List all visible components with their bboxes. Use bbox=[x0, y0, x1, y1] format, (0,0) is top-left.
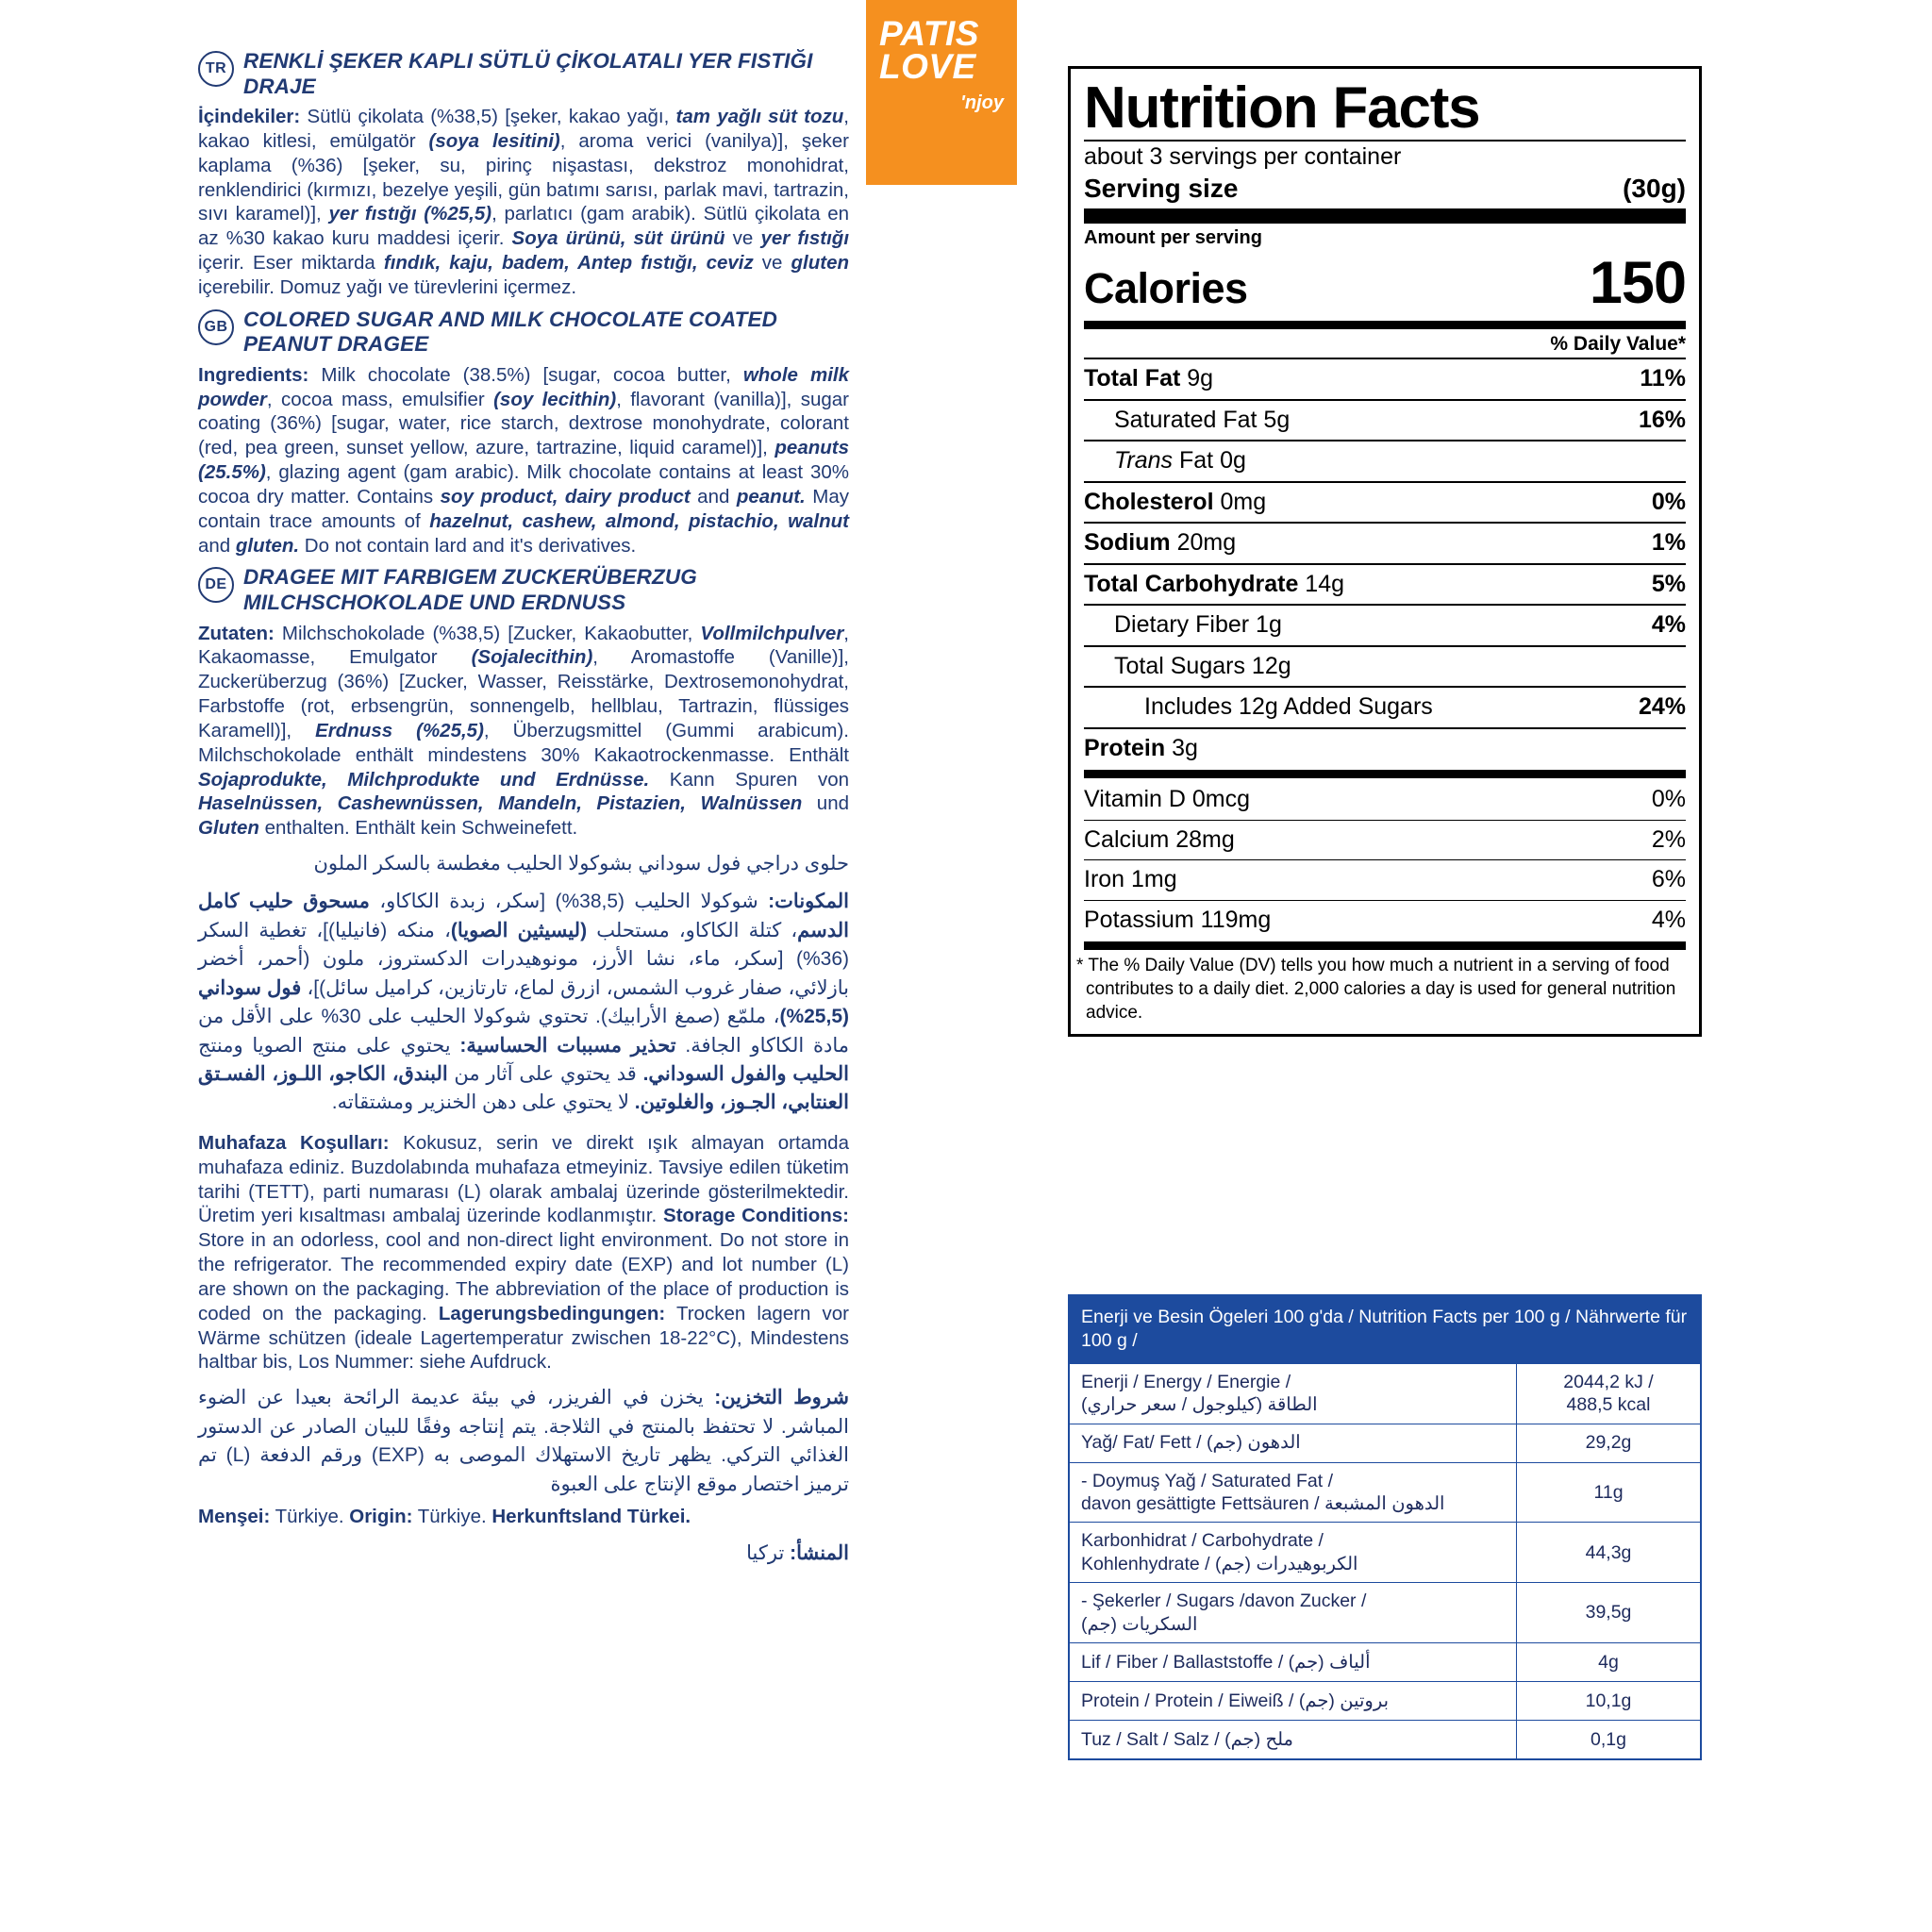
nutrient-name: Total Fat 9g bbox=[1084, 365, 1214, 392]
nutrient-rows bbox=[1084, 361, 1686, 766]
daily-value-header: % Daily Value* bbox=[1550, 333, 1686, 356]
vitamin-row bbox=[1084, 903, 1686, 939]
table-row bbox=[1070, 1462, 1700, 1523]
nutrient-name: Sodium 20mg bbox=[1084, 529, 1237, 557]
table-cell-value: 44,3g bbox=[1516, 1523, 1700, 1582]
per-100g-table-header: Enerji ve Besin Ögeleri 100 g'da / Nutrition Facts per 100 g / Nährwerte für 100 g / bbox=[1070, 1296, 1700, 1364]
nutrient-row bbox=[1084, 525, 1686, 561]
language-header-gb bbox=[198, 308, 849, 358]
per-100g-table bbox=[1068, 1294, 1702, 1760]
per-100g-table-body bbox=[1070, 1364, 1700, 1758]
nutrient-name: Includes 12g Added Sugars bbox=[1144, 693, 1433, 721]
calories-label: Calories bbox=[1084, 264, 1248, 313]
table-cell-label: Protein / Protein / Eiweiß / بروتين (جم) bbox=[1081, 1690, 1390, 1711]
nutrient-row bbox=[1084, 403, 1686, 439]
product-title-tr: RENKLİ ŞEKER KAPLI SÜTLÜ ÇİKOLATALI YER FISTIĞI DRAJE bbox=[243, 49, 813, 98]
table-cell-label: Karbonhidrat / Carbohydrate / Kohlenhydrate / الكربوهيدرات (جم) bbox=[1081, 1530, 1358, 1574]
vitamin-row bbox=[1084, 782, 1686, 818]
nutrient-row bbox=[1084, 443, 1686, 479]
language-block-ar bbox=[198, 850, 849, 1118]
ingredients-text-tr: İçindekiler: Sütlü çikolata (%38,5) [şeker, kakao yağı, tam yağlı süt tozu, kakao kitlesi, emülgatör (soya lesitini), aroma verici (vanilya)], şeker kaplama (%36) [şeker, su, pirinç nişastası, dekstroz monohidrat, renklendirici (kırmızı, bezelye yeşili, gün batımı sarısı, parlak mavi, tartrazin, sıvı karamel)], yer fıstığı (%25,5), parlatıcı (gam arabik). Sütlü çikolata en az %30 kakao kuru maddesi içerir. Soya ürünü, süt ürünü ve yer fıstığı içerir. Eser miktarda fındık, kaju, badem, Antep fıstığı, ceviz ve gluten içerebilir. Domuz yağı ve türevlerini içermez. bbox=[198, 106, 850, 298]
daily-value-footnote: * The % Daily Value (DV) tells you how much a nutrient in a serving of food contributes to a daily diet. 2,000 calories a day is used for general nutrition advice. bbox=[1076, 956, 1676, 1023]
nutrient-name: Total Sugars 12g bbox=[1114, 652, 1291, 679]
brand-logo bbox=[866, 0, 1017, 185]
nutrient-daily-value: 5% bbox=[1651, 570, 1686, 597]
language-block-de bbox=[198, 565, 849, 841]
nutrition-facts-title: Nutrition Facts bbox=[1084, 75, 1480, 141]
table-row bbox=[1070, 1522, 1700, 1582]
nutrient-name: Saturated Fat 5g bbox=[1114, 406, 1291, 433]
vitamin-daily-value: 4% bbox=[1651, 906, 1686, 933]
nutrient-daily-value: 11% bbox=[1640, 365, 1686, 392]
product-title-ar: حلوى دراجي فول سوداني بشوكولا الحليب مغطسة بالسكر الملون bbox=[313, 852, 849, 874]
flag-badge-tr-icon: TR bbox=[198, 51, 234, 87]
vitamin-name: Calcium 28mg bbox=[1084, 825, 1235, 853]
origin-text-ar: المنشأ: تركيا bbox=[746, 1541, 849, 1564]
ingredients-text-ar: المكونات: شوكولا الحليب (38,5%) [سكر، زبدة الكاكاو، مسحوق حليب كامل الدسم، كتلة الكاكاو، مستحلب (ليسيثين الصويا)، منكه (فانيليا)]، تغطية السكر (36%) [سكر، ماء، نشا الأرز، مونوهيدرات الدكستروز، ملون (أحمر، أخضر بازلائي، صفار غروب الشمس، ازرق لماع، تارتازين، كراميل سائل)]، فول سوداني (25,5%)، ملمّع (صمغ الأرابيك). تحتوي شوكولا الحليب على 30% على الأقل من مادة الكاكاو الجافة. تحذير مسببات الحساسية: يحتوي على منتج الصويا ومنتج الحليب والفول السوداني. قد يحتوي على آثار من البندق، الكاجو، اللـوز، الفسـتق العنتابي، الجـوز، والغلوتين. لا يحتوي على دهن الخنزير ومشتقاته. bbox=[198, 891, 849, 1114]
nutrient-daily-value: 0% bbox=[1651, 488, 1686, 515]
serving-size-label: Serving size bbox=[1084, 173, 1239, 203]
table-cell-value: 29,2g bbox=[1516, 1424, 1700, 1462]
ingredients-text-de: Zutaten: Milchschokolade (%38,5) [Zucker, Kakaobutter, Vollmilchpulver, Kakaomasse, Emulgator (Sojalecithin), Aromastoffe (Vanille)], Zuckerüberzug (36%) [Zucker, Wasser, Reisstärke, Dextrosemonohydrat, Farbstoffe (rot, erbsengrün, sonnengelb, hellblau, Tartrazin, flüssiges Karamell)], Erdnuss (%25,5), Überzugsmittel (Gummi arabicum). Milchschokolade enthält mindestens 30% Kakaotrockenmasse. Enthält Sojaprodukte, Milchprodukte und Erdnüsse. Kann Spuren von Haselnüssen, Cashewnüssen, Mandeln, Pistazien, Walnüssen und Gluten enthalten. Enthält kein Schweinefett. bbox=[198, 622, 850, 840]
nutrient-name: Total Carbohydrate 14g bbox=[1084, 570, 1345, 597]
nutrition-facts-panel bbox=[1068, 66, 1702, 1037]
nutrient-row bbox=[1084, 567, 1686, 603]
table-cell-label: Lif / Fiber / Ballaststoffe / ألياف (جم) bbox=[1081, 1651, 1371, 1673]
vitamin-row bbox=[1084, 862, 1686, 898]
table-cell-value: 10,1g bbox=[1516, 1682, 1700, 1720]
brand-logo-tagline: 'njoy bbox=[960, 92, 1004, 114]
flag-badge-de-icon: DE bbox=[198, 567, 234, 603]
product-title-gb: COLORED SUGAR AND MILK CHOCOLATE COATED PEANUT DRAGEE bbox=[243, 307, 777, 357]
brand-logo-line2: LOVE bbox=[879, 47, 976, 87]
nutrient-daily-value: 4% bbox=[1651, 611, 1686, 639]
nutrient-name: Dietary Fiber 1g bbox=[1114, 611, 1282, 639]
vitamin-daily-value: 0% bbox=[1651, 786, 1686, 813]
vitamin-name: Iron 1mg bbox=[1084, 866, 1177, 893]
calories-value: 150 bbox=[1589, 250, 1686, 317]
table-cell-value: 11g bbox=[1516, 1463, 1700, 1523]
table-cell-value: 4g bbox=[1516, 1643, 1700, 1681]
vitamin-daily-value: 2% bbox=[1651, 825, 1686, 853]
nutrient-row bbox=[1084, 608, 1686, 643]
nutrient-name: Trans Fat 0g bbox=[1114, 447, 1246, 475]
table-row bbox=[1070, 1642, 1700, 1681]
ingredients-text-gb: Ingredients: Milk chocolate (38.5%) [sugar, cocoa butter, whole milk powder, cocoa mass, emulsifier (soy lecithin), flavorant (vanilla)], sugar coating (36%) [sugar, water, rice starch, dextrose monohydrate, colorant (red, pea green, sunset yellow, azure, tartrazine, liquid caramel)], peanuts (25.5%), glazing agent (gam arabic). Milk chocolate contains at least 30% cocoa dry matter. Contains soy product, dairy product and peanut. May contain trace amounts of hazelnut, cashew, almond, pistachio, walnut and gluten. Do not contain lard and it's derivatives. bbox=[198, 363, 849, 557]
product-title-de: DRAGEE MIT FARBIGEM ZUCKERÜBERZUG MILCHSCHOKOLADE UND ERDNUSS bbox=[243, 565, 697, 614]
table-cell-label: - Şekerler / Sugars /davon Zucker / السكريات (جم) bbox=[1081, 1591, 1367, 1635]
nutrient-row bbox=[1084, 649, 1686, 685]
storage-conditions-text-ar: شروط التخزين: يخزن في الفريزر، في بيئة عديمة الرائحة بعيدا عن الضوء المباشر. لا تحتفظ بالمنتج في الثلاجة. يتم إنتاجه وفقًا للبيان الصادر عن الدستور الغذائي التركي. يظهر تاريخ الاستهلاك الموصى به (EXP) ورقم الدفعة (L) تم ترميز اختصار موقع الإنتاج على العبوة bbox=[198, 1387, 850, 1495]
servings-per-container: about 3 servings per container bbox=[1084, 143, 1402, 171]
amount-per-serving-label: Amount per serving bbox=[1084, 227, 1262, 249]
vitamin-name: Vitamin D 0mcg bbox=[1084, 786, 1250, 813]
brand-logo-line1: PATIS bbox=[879, 14, 979, 53]
language-header-de bbox=[198, 565, 849, 615]
table-cell-value: 39,5g bbox=[1516, 1583, 1700, 1642]
nutrient-row bbox=[1084, 690, 1686, 725]
nutrient-name: Cholesterol 0mg bbox=[1084, 488, 1267, 515]
table-cell-label: Yağ/ Fat/ Fett / (جم) الدهون bbox=[1081, 1432, 1301, 1454]
table-cell-value: 0,1g bbox=[1516, 1721, 1700, 1758]
table-cell-label: Enerji / Energy / Energie / الطاقة (كيلوجول / سعر حراري) bbox=[1081, 1371, 1318, 1416]
table-cell-label: - Doymuş Yağ / Saturated Fat / davon gesättigte Fettsäuren / الدهون المشبعة bbox=[1081, 1470, 1445, 1515]
language-block-gb bbox=[198, 308, 849, 558]
nutrient-name: Protein 3g bbox=[1084, 734, 1198, 761]
vitamin-rows bbox=[1084, 782, 1686, 938]
vitamin-daily-value: 6% bbox=[1651, 866, 1686, 893]
language-header-tr bbox=[198, 49, 849, 99]
nutrient-daily-value: 16% bbox=[1638, 406, 1686, 433]
nutrient-row bbox=[1084, 485, 1686, 521]
calories-row bbox=[1084, 249, 1686, 317]
nutrient-daily-value: 24% bbox=[1638, 693, 1686, 721]
table-row bbox=[1070, 1681, 1700, 1720]
vitamin-row bbox=[1084, 823, 1686, 858]
table-row bbox=[1070, 1364, 1700, 1424]
table-row bbox=[1070, 1720, 1700, 1758]
flag-badge-gb-icon: GB bbox=[198, 309, 234, 345]
table-cell-label: Tuz / Salt / Salz / ملح (جم) bbox=[1081, 1728, 1294, 1750]
table-row bbox=[1070, 1424, 1700, 1462]
serving-size-row bbox=[1084, 173, 1686, 205]
table-row bbox=[1070, 1582, 1700, 1642]
ingredients-column bbox=[198, 49, 849, 1568]
nutrient-daily-value: 1% bbox=[1651, 529, 1686, 557]
table-cell-value: 2044,2 kJ / 488,5 kcal bbox=[1516, 1364, 1700, 1424]
nutrient-row bbox=[1084, 361, 1686, 397]
origin-text: Menşei: Türkiye. Origin: Türkiye. Herkunftsland Türkei. bbox=[198, 1505, 691, 1527]
language-block-tr bbox=[198, 49, 849, 300]
nutrient-row bbox=[1084, 731, 1686, 767]
vitamin-name: Potassium 119mg bbox=[1084, 906, 1272, 933]
storage-conditions-text: Muhafaza Koşulları: Kokusuz, serin ve direkt ışık almayan ortamda muhafaza ediniz. Buzdolabında muhafaza etmeyiniz. Tavsiye edilen tüketim tarihi (TETT), parti numarası (L) olarak ambalaj üzerinde gösterilmektedir. Üretim yeri kısaltması ambalaj üzerinde kodlanmıştır. Storage Conditions: Store in an odorless, cool and non-direct light environment. Do not store in the refrigerator. The recommended expiry date (EXP) and lot number (L) are shown on the packaging. The abbreviation of the place of production is coded on the packaging. Lagerungsbedingungen: Trocken lagern vor Wärme schützen (ideale Lagertemperatur zwischen 18-22°C), Mindestens haltbar bis, Los Nummer: siehe Aufdruck. bbox=[198, 1131, 849, 1374]
serving-size-value: (30g) bbox=[1623, 173, 1686, 203]
